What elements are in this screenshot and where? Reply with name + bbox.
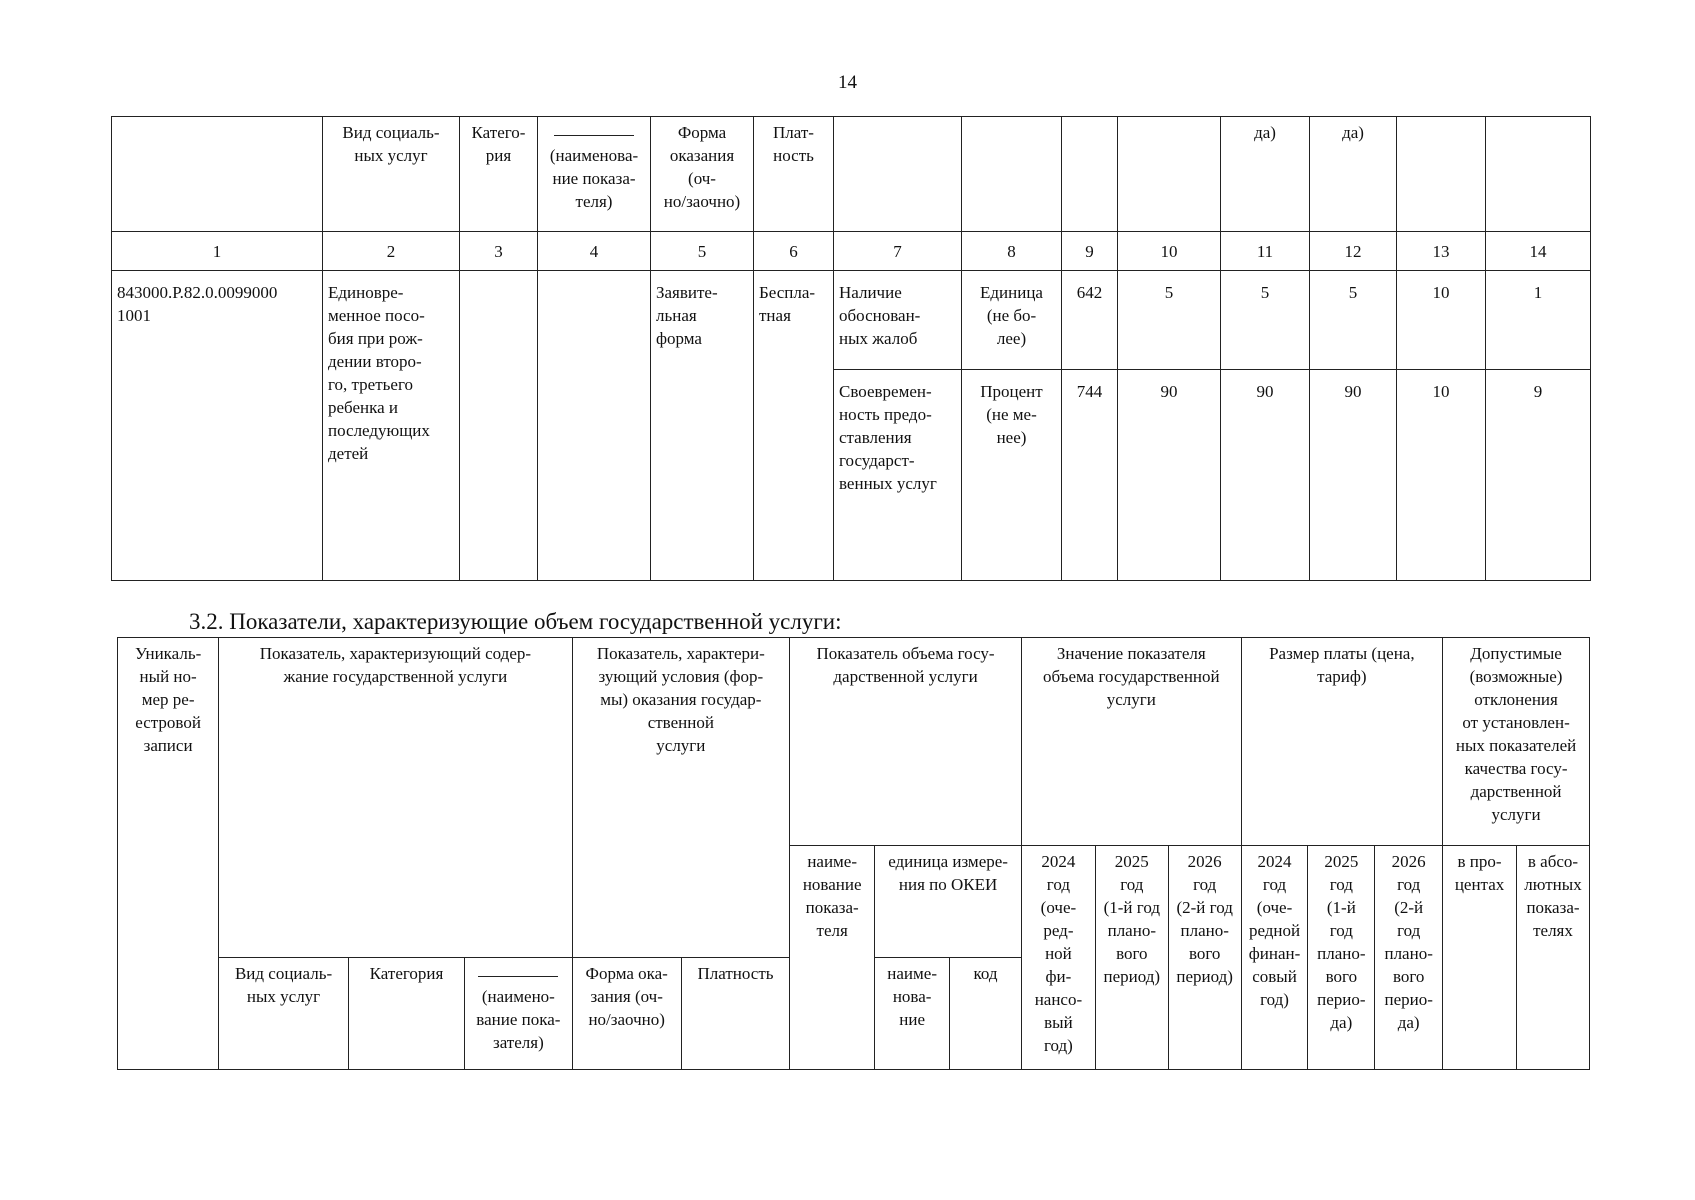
table1-header-cell: [962, 117, 1062, 232]
column-number: 3: [460, 232, 538, 271]
blank-indicator-header: (наимено- вание пока- зателя): [465, 958, 572, 1070]
column-number-row: [112, 232, 1591, 271]
fee-2026-header: 2026 год (2-й год плано- вого перио- да): [1375, 846, 1443, 1070]
content-indicator-header: Показатель, характеризующий содер- жание государственной услуги: [219, 638, 572, 958]
column-number: 2: [323, 232, 460, 271]
column-number: 9: [1062, 232, 1118, 271]
deviation-percent: 10: [1397, 271, 1486, 370]
blank-line: [554, 121, 634, 136]
indicator-name: Наличие обоснован- ных жалоб: [834, 271, 962, 370]
deviation-percent-header: в про- центах: [1443, 846, 1517, 1070]
indicator-name: Своевремен- ность предо- ставления государст- венных услуг: [834, 370, 962, 581]
table1-header-col12: да): [1310, 117, 1397, 232]
deviation-absolute: 1: [1486, 271, 1591, 370]
deviation-percent: 10: [1397, 370, 1486, 581]
okei-code: 744: [1062, 370, 1118, 581]
indicator-name-header: наиме- нование показа- теля: [790, 846, 875, 1070]
table1-header-form: Форма оказания (оч- но/заочно): [651, 117, 754, 232]
value-2025-header: 2025 год (1-й год плано- вого период): [1095, 846, 1168, 1070]
column-number: 7: [834, 232, 962, 271]
value-2025: 5: [1221, 271, 1310, 370]
registry-number: 843000.Р.82.0.0099000 1001: [112, 271, 323, 581]
value-2024-header: 2024 год (оче- ред- ной фи- нансо- вый год): [1021, 846, 1095, 1070]
category-header: Категория: [348, 958, 464, 1070]
table1-header-indicator-name: (наименова- ние показа- теля): [538, 117, 651, 232]
column-number: 12: [1310, 232, 1397, 271]
deviations-header: Допустимые (возможные) отклонения от установлен- ных показателей качества госу- дарственной услуги: [1443, 638, 1590, 846]
column-number: 6: [754, 232, 834, 271]
column-number: 5: [651, 232, 754, 271]
service-type: Единовре- менное посо- бия при рож- дении второ- го, третьего ребенка и последующих детей: [323, 271, 460, 581]
table1-header-cell: [1062, 117, 1118, 232]
fee-2024-header: 2024 год (оче- редной финан- совый год): [1241, 846, 1308, 1070]
table1-header-row: [112, 117, 1591, 232]
indicator-unit: Единица (не бо- лее): [962, 271, 1062, 370]
service-form: Заявите- льная форма: [651, 271, 754, 581]
page-number: 14: [838, 72, 857, 93]
category-cell: [460, 271, 538, 581]
okei-unit-header: единица измере- ния по ОКЕИ: [875, 846, 1022, 958]
column-number: 10: [1118, 232, 1221, 271]
table1-header-cell: [1118, 117, 1221, 232]
table1-header-category: Катего- рия: [460, 117, 538, 232]
table-row: [112, 271, 1591, 370]
payment-header: Платность: [681, 958, 789, 1070]
volume-value-header: Значение показателя объема государственной услуги: [1021, 638, 1241, 846]
indicator-cell: [538, 271, 651, 581]
column-number: 11: [1221, 232, 1310, 271]
okei-code: 642: [1062, 271, 1118, 370]
deviation-absolute-header: в абсо- лютных показа- телях: [1516, 846, 1589, 1070]
form-header: Форма ока- зания (оч- но/заочно): [572, 958, 681, 1070]
payment-type: Беспла- тная: [754, 271, 834, 581]
table1-header-service-type: Вид социаль- ных услуг: [323, 117, 460, 232]
table1-header-cell: [1486, 117, 1591, 232]
table1-header-cell: [834, 117, 962, 232]
column-number: 14: [1486, 232, 1591, 271]
deviation-absolute: 9: [1486, 370, 1591, 581]
value-2026: 90: [1310, 370, 1397, 581]
value-2024: 90: [1118, 370, 1221, 581]
fee-header: Размер платы (цена, тариф): [1241, 638, 1442, 846]
section-title: 3.2. Показатели, характеризующие объем государственной услуги:: [189, 609, 842, 634]
value-2026: 5: [1310, 271, 1397, 370]
column-number: 4: [538, 232, 651, 271]
table1-header-payment: Плат- ность: [754, 117, 834, 232]
volume-indicator-header: Показатель объема госу- дарственной услуги: [790, 638, 1022, 846]
condition-indicator-header: Показатель, характери- зующий условия (фор- мы) оказания государ- ственной услуги: [572, 638, 790, 958]
table1-header-cell: [112, 117, 323, 232]
volume-indicators-table: [117, 637, 1590, 1070]
blank-line: [478, 962, 558, 977]
unique-number-header: Уникаль- ный но- мер ре- естровой записи: [118, 638, 219, 1070]
table1-header-col11: да): [1221, 117, 1310, 232]
indicator-unit: Процент (не ме- нее): [962, 370, 1062, 581]
table1-header-cell: [1397, 117, 1486, 232]
value-2025: 90: [1221, 370, 1310, 581]
okei-code-header: код: [950, 958, 1022, 1070]
value-2024: 5: [1118, 271, 1221, 370]
table2-header-row: [118, 638, 1590, 846]
fee-2025-header: 2025 год (1-й год плано- вого перио- да): [1308, 846, 1375, 1070]
column-number: 13: [1397, 232, 1486, 271]
service-type-header: Вид социаль- ных услуг: [219, 958, 349, 1070]
column-number: 8: [962, 232, 1062, 271]
value-2026-header: 2026 год (2-й год плано- вого период): [1168, 846, 1241, 1070]
okei-name-header: наиме- нова- ние: [875, 958, 950, 1070]
quality-indicators-table: [111, 116, 1591, 581]
column-number: 1: [112, 232, 323, 271]
